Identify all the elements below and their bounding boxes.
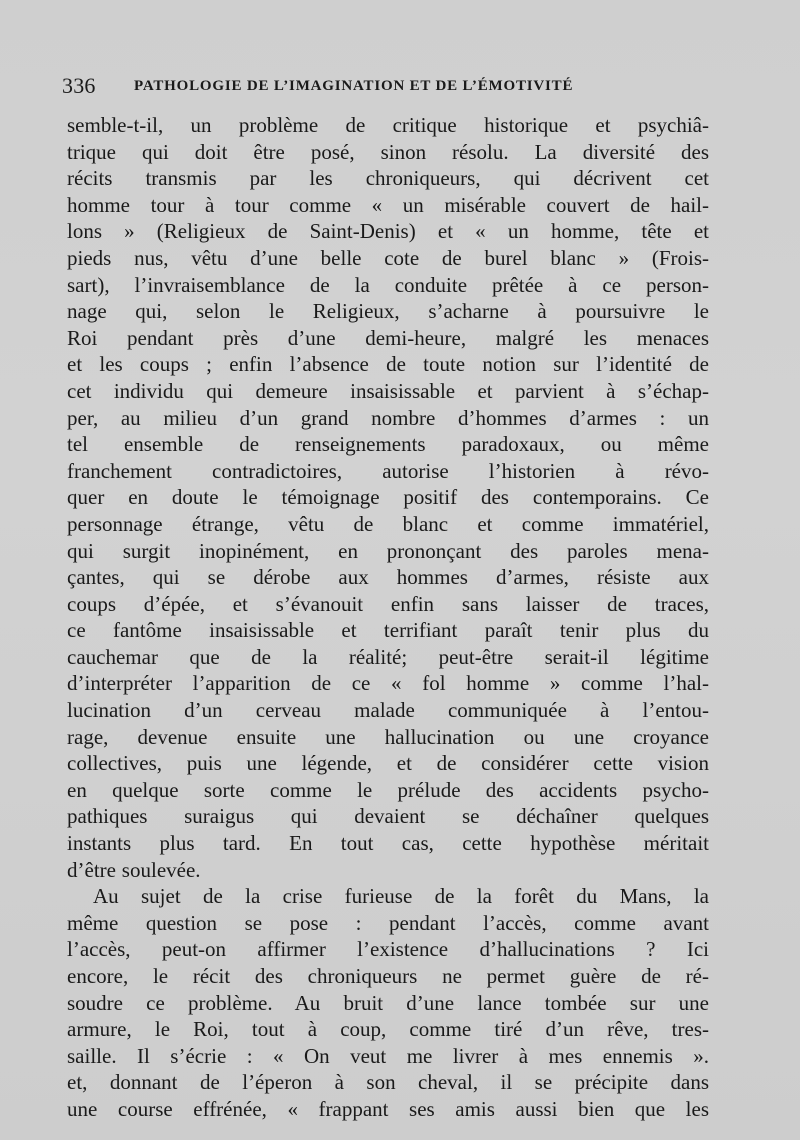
text-line: personnage étrange, vêtu de blanc et comme immatériel, [67, 511, 709, 536]
text-line: tel ensemble de renseignements paradoxaux, ou même [67, 432, 709, 457]
text-line: nage qui, selon le Religieux, s’acharne à poursuivre le [67, 299, 709, 324]
text-line: soudre ce problème. Au bruit d’une lance tombée sur une [67, 990, 709, 1015]
text-line: récits transmis par les chroniqueurs, qui décrivent cet [67, 166, 709, 191]
text-line: rage, devenue ensuite une hallucination ou une croyance [67, 724, 709, 749]
running-head: PATHOLOGIE DE L’IMAGINATION ET DE L’ÉMOTIVITÉ [134, 78, 574, 94]
text-line: Au sujet de la crise furieuse de la forêt du Mans, la [93, 884, 709, 909]
paragraph-2 [67, 883, 709, 1122]
text-line: çantes, qui se dérobe aux hommes d’armes, résiste aux [67, 565, 709, 590]
text-line: et, donnant de l’éperon à son cheval, il se précipite dans [67, 1070, 709, 1095]
page-number: 336 [62, 73, 96, 98]
text-line: encore, le récit des chroniqueurs ne permet guère de ré- [67, 964, 709, 988]
text-line: Roi pendant près d’une demi-heure, malgré les menaces [67, 325, 709, 350]
text-line: lucination d’un cerveau malade communiquée à l’entou- [67, 698, 709, 723]
text-line: même question se pose : pendant l’accès, comme avant [67, 910, 709, 935]
paragraph-1 [67, 112, 709, 883]
text-line: ce fantôme insaisissable et terrifiant paraît tenir plus du [67, 618, 709, 643]
text-line: homme tour à tour comme « un misérable couvert de hail- [67, 192, 709, 217]
text-line: lons » (Religieux de Saint-Denis) et « un homme, tête et [67, 219, 709, 244]
text-line: instants plus tard. En tout cas, cette hypothèse méritait [67, 831, 709, 856]
text-line: saille. Il s’écrie : « On veut me livrer à mes ennemis ». [67, 1043, 709, 1068]
text-line: pieds nus, vêtu d’une belle cote de burel blanc » (Frois- [67, 245, 709, 270]
text-line: sart), l’invraisemblance de la conduite prêtée à ce person- [67, 272, 709, 297]
text-line: l’accès, peut-on affirmer l’existence d’hallucinations ? Ici [67, 937, 709, 962]
page-header [62, 74, 742, 98]
text-line: et les coups ; enfin l’absence de toute notion sur l’identité de [67, 352, 709, 377]
text-line: coups d’épée, et s’évanouit enfin sans laisser de traces, [67, 591, 709, 616]
text-line: collectives, puis une légende, et de considérer cette vision [67, 751, 709, 776]
text-line: en quelque sorte comme le prélude des accidents psycho- [67, 777, 709, 802]
text-line: une course effrénée, « frappant ses amis aussi bien que les [67, 1096, 709, 1121]
text-line: franchement contradictoires, autorise l’historien à révo- [67, 458, 709, 483]
text-line: cauchemar que de la réalité; peut-être serait-il légitime [67, 644, 709, 669]
text-line: pathiques suraigus qui devaient se déchaîner quelques [67, 804, 709, 829]
text-line: cet individu qui demeure insaisissable et parvient à s’échap- [67, 378, 709, 403]
text-line: per, au milieu d’un grand nombre d’hommes d’armes : un [67, 405, 709, 430]
text-line: d’interpréter l’apparition de ce « fol homme » comme l’hal- [67, 671, 709, 696]
text-line: d’être soulevée. [67, 857, 201, 882]
text-line: quer en doute le témoignage positif des contemporains. Ce [67, 485, 709, 510]
text-line: semble-t-il, un problème de critique historique et psychiâ- [67, 113, 709, 137]
body-text [67, 112, 709, 1123]
text-line: armure, le Roi, tout à coup, comme tiré d’un rêve, tres- [67, 1017, 709, 1042]
text-line: qui surgit inopinément, en prononçant des paroles mena- [67, 538, 709, 563]
text-line: trique qui doit être posé, sinon résolu. La diversité des [67, 139, 709, 164]
